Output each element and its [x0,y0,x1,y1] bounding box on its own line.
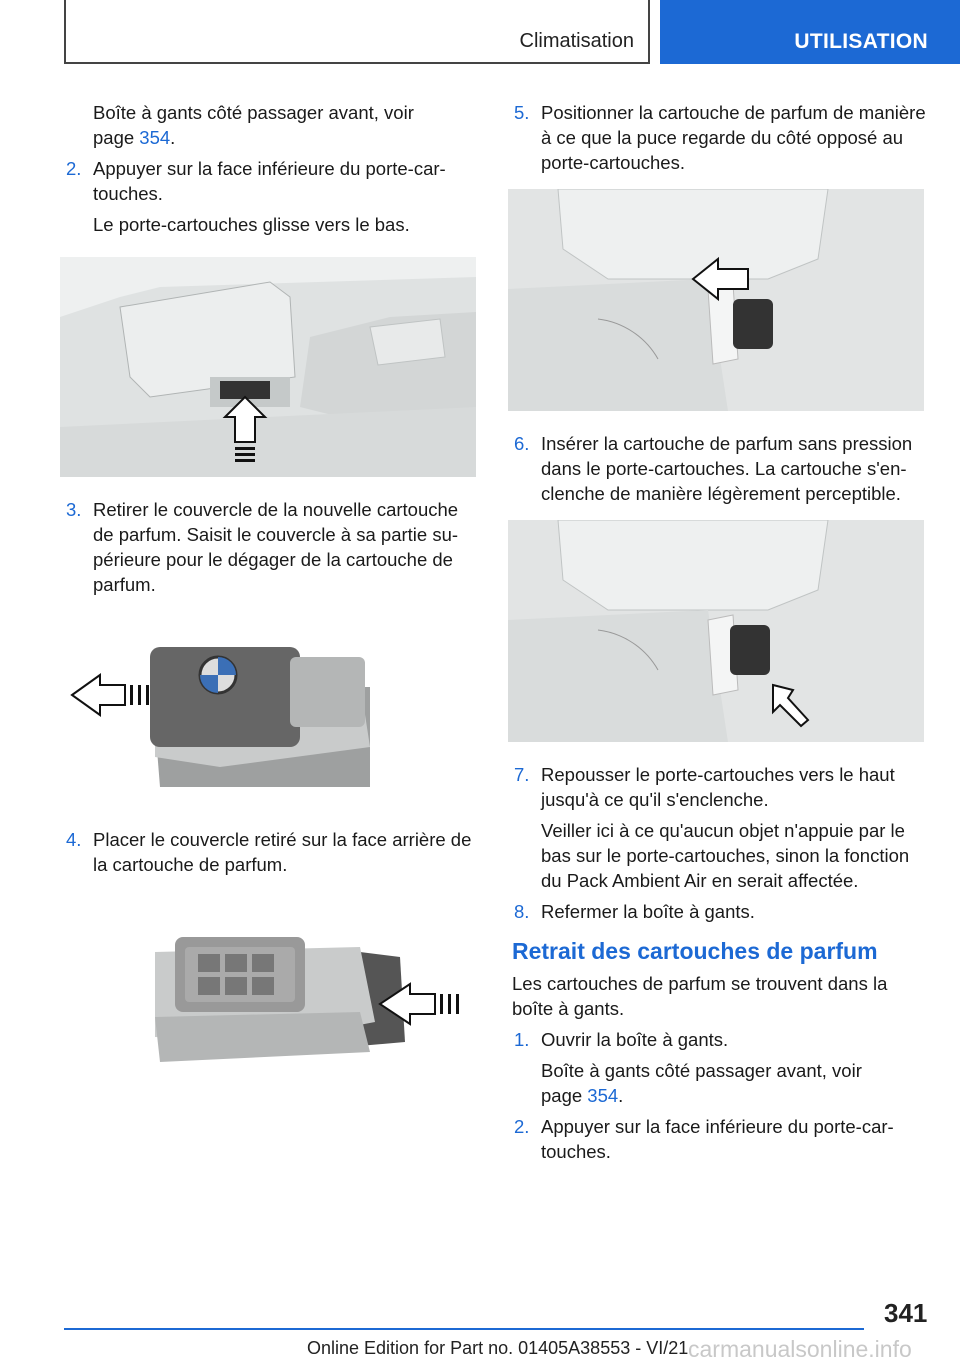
header-section-tab[interactable] [660,0,960,64]
footer-divider [64,1328,864,1330]
section-heading: Retrait des cartouches de parfum [512,938,878,964]
glovebox-holder-photo [60,257,476,477]
section-label: UTILISATION [794,30,928,53]
step-8: 8. Refermer la boîte à gants. [514,901,755,922]
edition-footer: Online Edition for Part no. 01405A38553 - VI/21 [307,1338,689,1358]
step-3: 3. Retirer le couvercle de la nouvelle cartouche de parfum. Saisit le couvercle à sa partie supérieure pour le dégager de la cartouche de parfum. [66,499,459,595]
removal-step-1: 1. Ouvrir la boîte à gants. [514,1029,729,1050]
cartridge-insert-photo [508,520,924,742]
lid-on-back-illustration [60,922,476,1092]
page-link[interactable]: 354 [139,127,171,148]
left-column [60,100,478,1112]
step-4: 4. Placer le couvercle retiré sur la face arrière de la cartouche de parfum. [66,829,472,875]
header-title-box [64,0,650,64]
glovebox-reference: Boîte à gants côté passager avant, voir page 354. [93,102,414,148]
step-6: 6. Insérer la cartouche de parfum sans pression dans le porte-cartouches. La cartouche s'enclenche de manière légèrement perceptible. [514,433,913,504]
step-2-result: Le porte-cartouches glisse vers le bas. [93,214,410,235]
removal-glovebox-reference: Boîte à gants côté passager avant, voir page 354. [541,1060,862,1106]
section-intro: Les cartouches de parfum se trouvent dans la boîte à gants. [512,973,888,1019]
watermark: carmanualsonline.info [688,1336,912,1362]
chapter-title: Climatisation [519,30,634,52]
step-2: 2. Appuyer sur la face inférieure du porte-cartouches. [66,158,446,204]
step-7-note: Veiller ici à ce qu'aucun objet n'appuie par le bas sur le porte-cartouches, sinon la fonction du Pack Ambient Air en serait affectée. [541,820,910,891]
cartridge-lid-removal-illustration [60,627,476,807]
removal-step-2: 2. Appuyer sur la face inférieure du porte-cartouches. [514,1116,894,1162]
cartridge-position-photo [508,189,924,411]
page-number: 341 [884,1298,928,1328]
right-column [508,100,926,1170]
page-link[interactable]: 354 [587,1085,619,1106]
step-7: 7. Repousser le porte-cartouches vers le haut jusqu'à ce qu'il s'enclenche. [514,764,895,810]
step-5: 5. Positionner la cartouche de parfum de manière à ce que la puce regarde du côté opposé au porte-cartouches. [514,102,926,173]
